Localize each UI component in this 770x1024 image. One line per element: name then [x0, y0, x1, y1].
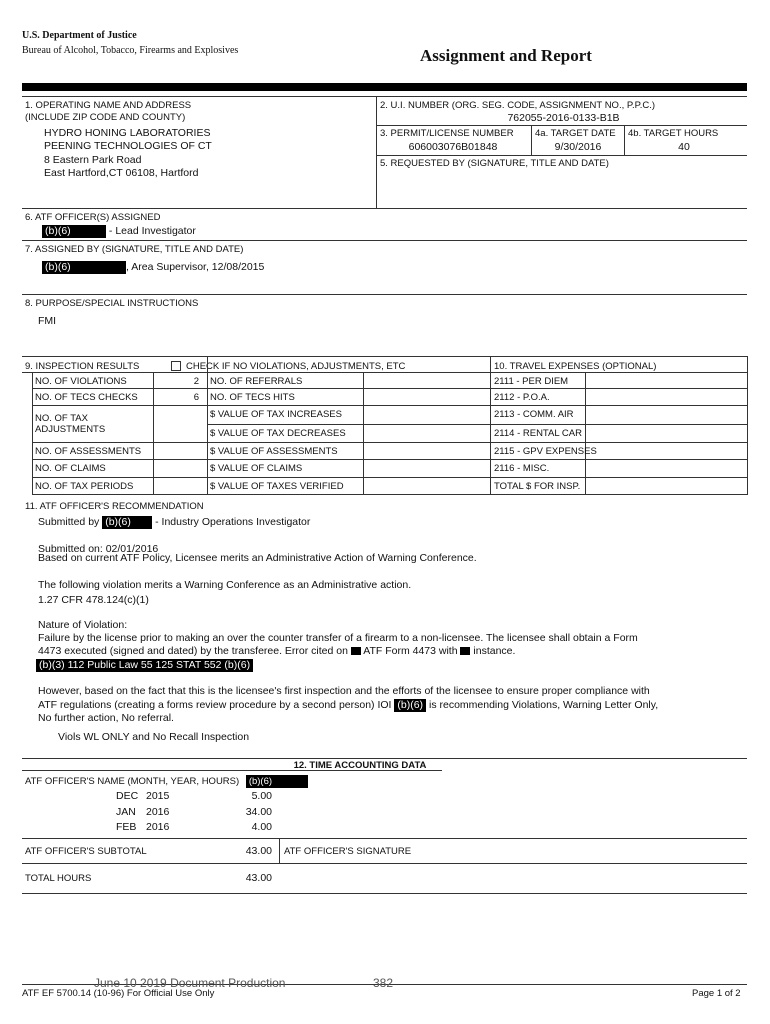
tax-increases-label: $ VALUE OF TAX INCREASES	[210, 409, 342, 420]
section1-sublabel: (INCLUDE ZIP CODE AND COUNTY)	[25, 112, 186, 123]
submitted-by	[38, 516, 310, 529]
redaction-box: (b)(6)	[42, 261, 126, 274]
production-stamp: June 10 2019 Document Production	[94, 976, 286, 990]
cfr-citation: 1.27 CFR 478.124(c)(1)	[38, 594, 149, 606]
viols-note: Viols WL ONLY and No Recall Inspection	[58, 731, 250, 743]
total-hours-label: TOTAL HOURS	[25, 873, 92, 884]
time-year: 2015	[146, 790, 170, 802]
section10-label: 10. TRAVEL EXPENSES (OPTIONAL)	[494, 361, 657, 372]
officer-name-label-text: ATF OFFICER'S NAME (MONTH, YEAR, HOURS)	[25, 776, 240, 787]
travel-comm-air: 2113 - COMM. AIR	[494, 409, 574, 420]
tax-adjustments-label-2: ADJUSTMENTS	[35, 424, 106, 435]
officer-name-label	[25, 775, 308, 788]
bureau-name: Bureau of Alcohol, Tobacco, Firearms and Explosives	[22, 45, 239, 56]
nature-line-2c: instance.	[473, 645, 516, 657]
tecs-checks-label: NO. OF TECS CHECKS	[35, 392, 138, 403]
no-violations-checkbox[interactable]	[171, 361, 181, 371]
however-line-2b: is recommending Violations, Warning Letter Only,	[428, 699, 659, 711]
section12-label: 12. TIME ACCOUNTING DATA	[293, 760, 427, 771]
section6-label: 6. ATF OFFICER(S) ASSIGNED	[25, 212, 161, 223]
following-violation: The following violation merits a Warning Conference as an Administrative action.	[38, 579, 412, 591]
submitted-by-label: Submitted by	[38, 516, 100, 528]
redaction-box: (b)(3) 112 Public Law 55 125 STAT 552 (b)(6)	[36, 659, 253, 672]
travel-per-diem: 2111 - PER DIEM	[494, 376, 569, 387]
purpose-value: FMI	[38, 315, 57, 327]
section5-label: 5. REQUESTED BY (SIGNATURE, TITLE AND DATE)	[380, 158, 609, 169]
tax-periods-label: NO. OF TAX PERIODS	[35, 481, 134, 492]
time-hours: 34.00	[245, 806, 272, 818]
travel-gpv: 2115 - GPV EXPENSES	[494, 446, 597, 457]
address-line: East Hartford,CT 06108, Hartford	[44, 167, 199, 179]
redaction-box: (b)(6)	[394, 699, 426, 712]
total-hours-value: 43.00	[245, 872, 272, 884]
address-line: HYDRO HONING LABORATORIES	[44, 127, 211, 139]
tax-adjustments-label: NO. OF TAX	[35, 413, 88, 424]
however-line-3: No further action, No referral.	[38, 712, 174, 724]
address-line: 8 Eastern Park Road	[44, 154, 142, 166]
redaction-box	[460, 647, 470, 655]
nature-line-2a: 4473 executed (signed and dated) by the transferee. Error cited on	[38, 645, 348, 657]
subtotal-value: 43.00	[245, 845, 272, 857]
tecs-hits-label: NO. OF TECS HITS	[210, 392, 295, 403]
officer-role: - Lead Investigator	[108, 225, 196, 237]
time-hours: 5.00	[251, 790, 272, 802]
check-label: CHECK IF NO VIOLATIONS, ADJUSTMENTS, ETC	[186, 361, 406, 372]
violations-label: NO. OF VIOLATIONS	[35, 376, 127, 387]
redaction-box: (b)(6)	[102, 516, 152, 529]
time-month: FEB	[116, 821, 137, 833]
assigned-by	[42, 261, 264, 274]
nature-line-2b: ATF Form 4473 with	[363, 645, 458, 657]
header-bar	[22, 83, 747, 91]
submitted-on: Submitted on: 02/01/2016	[38, 543, 159, 555]
page-number: Page 1 of 2	[692, 988, 741, 999]
subtotal-label: ATF OFFICER'S SUBTOTAL	[25, 846, 147, 857]
tecs-checks-value: 6	[193, 392, 199, 403]
time-hours: 4.00	[251, 821, 272, 833]
claims-value-label: $ VALUE OF CLAIMS	[210, 463, 303, 474]
section9-label: 9. INSPECTION RESULTS	[25, 361, 140, 372]
permit-number: 606003076B01848	[408, 141, 498, 153]
assigned-by-text: , Area Supervisor, 12/08/2015	[126, 261, 265, 273]
law-redaction	[36, 659, 253, 672]
agency-name: U.S. Department of Justice	[22, 30, 137, 41]
travel-rental-car: 2114 - RENTAL CAR	[494, 428, 582, 439]
section1-label: 1. OPERATING NAME AND ADDRESS	[25, 100, 192, 111]
referrals-label: NO. OF REFERRALS	[210, 376, 303, 387]
address-line: PEENING TECHNOLOGIES OF CT	[44, 140, 212, 152]
signature-label: ATF OFFICER'S SIGNATURE	[284, 846, 412, 857]
nature-line-1: Failure by the license prior to making an over the counter transfer of a firearm to a non-licensee. The licensee shall obtain a Form	[38, 632, 638, 644]
target-hours-label: 4b. TARGET HOURS	[628, 128, 719, 139]
however-line-1: However, based on the fact that this is the licensee's first inspection and the efforts of the licensee to ensure proper compliance with	[38, 685, 650, 697]
claims-label: NO. OF CLAIMS	[35, 463, 106, 474]
violations-value: 2	[193, 376, 199, 387]
based-on-policy: Based on current ATF Policy, Licensee merits an Administrative Action of Warning Conference.	[38, 552, 477, 564]
target-date: 9/30/2016	[554, 141, 602, 153]
bates-number: 382	[373, 976, 394, 990]
officer-assigned	[42, 225, 196, 238]
form-title: Assignment and Report	[420, 46, 592, 65]
time-year: 2016	[146, 821, 170, 833]
redaction-box: (b)(6)	[42, 225, 106, 238]
target-date-label: 4a. TARGET DATE	[535, 128, 616, 139]
target-hours: 40	[678, 141, 690, 153]
however-line-2	[38, 699, 658, 712]
travel-total: TOTAL $ FOR INSP.	[494, 481, 581, 492]
assessments-label: NO. OF ASSESSMENTS	[35, 446, 142, 457]
section2-label: 2. U.I. NUMBER (ORG. SEG. CODE, ASSIGNMENT NO., P.P.C.)	[380, 100, 656, 111]
time-year: 2016	[146, 806, 170, 818]
section3-label: 3. PERMIT/LICENSE NUMBER	[380, 128, 514, 139]
form-number: ATF EF 5700.14 (10-96) For Official Use Only	[22, 988, 215, 999]
time-month: DEC	[116, 790, 139, 802]
however-line-2a: ATF regulations (creating a forms review procedure by a second person) IOI	[38, 699, 392, 711]
section11-label: 11. ATF OFFICER'S RECOMMENDATION	[25, 501, 204, 512]
time-month: JAN	[116, 806, 136, 818]
section8-label: 8. PURPOSE/SPECIAL INSTRUCTIONS	[25, 298, 199, 309]
travel-misc: 2116 - MISC.	[494, 463, 550, 474]
taxes-verified-label: $ VALUE OF TAXES VERIFIED	[210, 481, 344, 492]
nature-label: Nature of Violation:	[38, 619, 128, 631]
redaction-box	[351, 647, 361, 655]
section7-label: 7. ASSIGNED BY (SIGNATURE, TITLE AND DATE)	[25, 244, 244, 255]
submitted-role: - Industry Operations Investigator	[155, 516, 311, 528]
nature-line-2	[38, 646, 515, 657]
tax-decreases-label: $ VALUE OF TAX DECREASES	[210, 428, 346, 439]
travel-poa: 2112 - P.O.A.	[494, 392, 550, 403]
assessments-value-label: $ VALUE OF ASSESSMENTS	[210, 446, 338, 457]
redaction-box: (b)(6)	[246, 775, 308, 788]
ui-number: 762055-2016-0133-B1B	[507, 112, 620, 124]
